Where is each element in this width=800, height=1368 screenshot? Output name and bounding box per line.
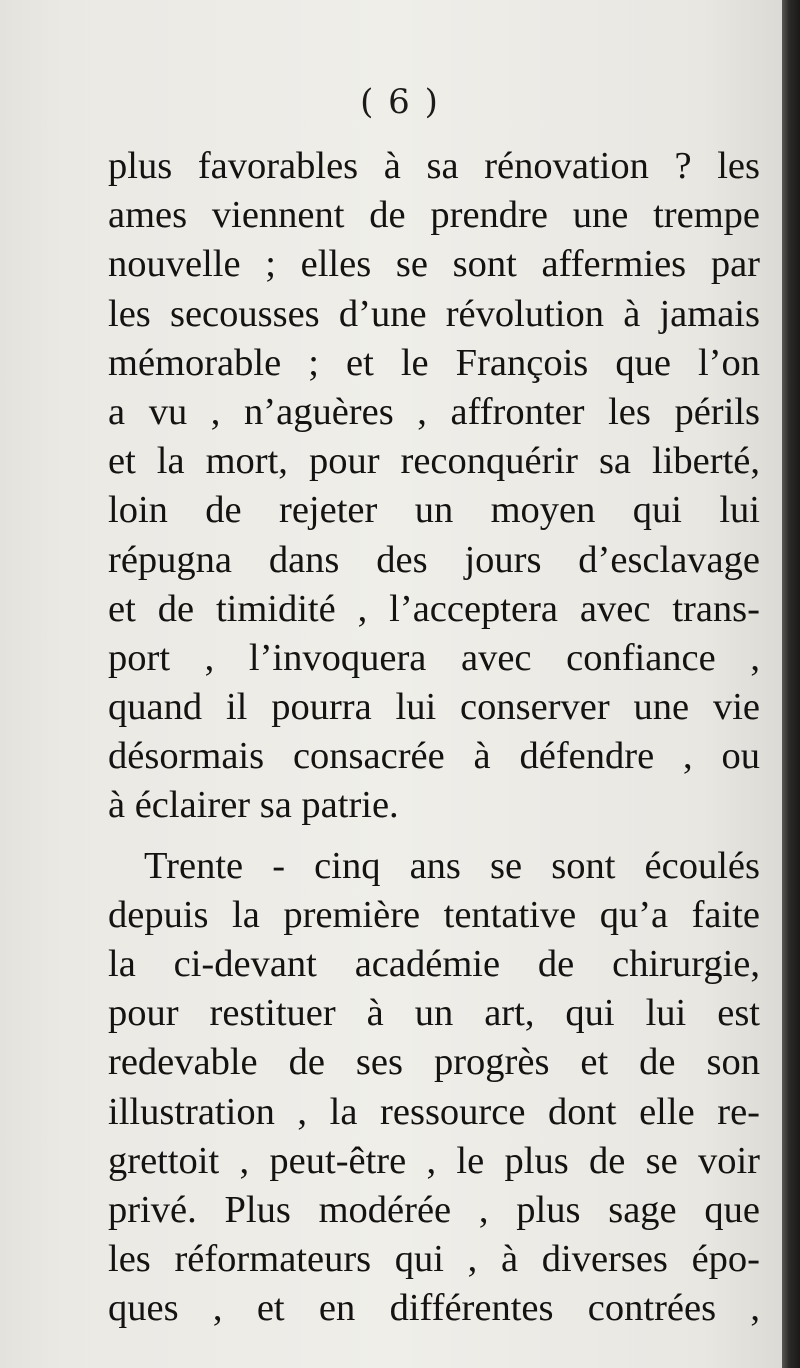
text-line: redevable de ses progrès et de son [108,1041,760,1084]
text-line: plus favorables à sa rénovation ? les [108,145,760,187]
page-number: ( 6 ) [360,82,440,122]
text-line: la ci-devant académie de chirurgie, [108,943,760,985]
text-line: Trente - cinq ans se sont écoulés [144,844,760,887]
text-line: ques , et en différentes contrées , [108,1287,760,1330]
text-line: ames viennent de prendre une trempe [108,194,760,237]
text-line: mémorable ; et le François que l’on [108,341,760,384]
page-edge [782,0,800,1368]
text-line: répugna dans des jours d’esclavage [108,538,760,581]
text-line: quand il pourra lui conserver une vie [108,686,760,729]
text-line: port , l’invoquera avec confiance , [108,636,760,679]
paragraph-gap [108,831,760,842]
text-line: grettoit , peut-être , le plus de se voir [108,1139,760,1182]
text-line: a vu , n’aguères , affronter les périls [108,390,760,433]
body-text [108,142,760,1334]
text-line: pour restituer à un art, qui lui est [108,992,760,1035]
text-line: et la mort, pour reconquérir sa liberté, [108,440,760,483]
paragraph [108,142,760,831]
text-line: loin de rejeter un moyen qui lui [108,489,760,532]
text-line: illustration , la ressource dont elle re- [108,1090,760,1133]
text-line: désormais consacrée à défendre , ou [108,735,760,778]
text-line: nouvelle ; elles se sont affermies par [108,243,760,286]
paragraph [108,842,760,1334]
text-line: les secousses d’une révolution à jamais [108,292,760,335]
text-line: et de timidité , l’acceptera avec trans- [108,587,760,630]
text-line: les réformateurs qui , à diverses épo- [108,1238,760,1281]
text-line: à éclairer sa patrie. [108,784,399,827]
text-line: privé. Plus modérée , plus sage que [108,1188,760,1231]
text-line: depuis la première tentative qu’a faite [108,893,760,936]
